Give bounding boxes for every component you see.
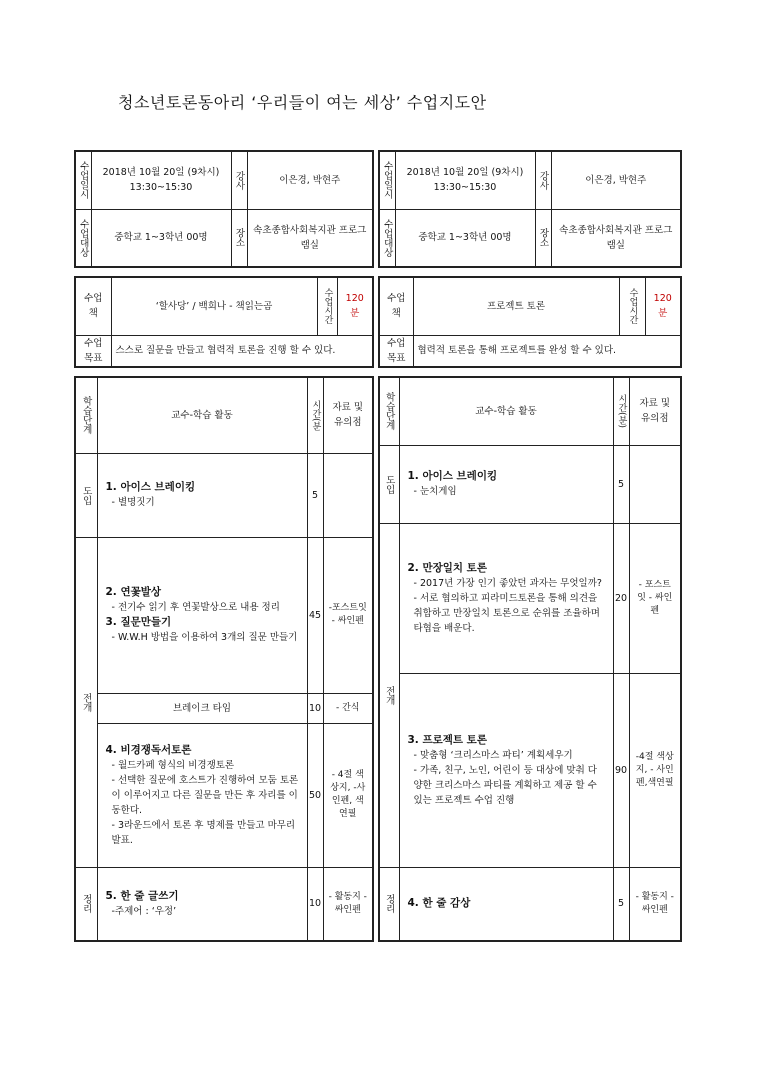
left-end-title: 5. 한 줄 글쓰기	[105, 889, 179, 902]
left-break-material: - 간식	[323, 693, 373, 723]
right-a2-activity	[399, 523, 613, 673]
right-a3-material: -4절 색상지, - 사인펜,색연필	[629, 673, 681, 867]
left-book-label: 수업책	[75, 277, 111, 335]
right-intro-title: 1. 아이스 브레이킹	[407, 470, 498, 482]
right-h-time: 시간(분)	[613, 377, 629, 445]
left-goal-label: 수업목표	[75, 335, 111, 367]
right-time-label: 수업시간	[619, 277, 645, 335]
right-date-label: 수업일시	[379, 151, 395, 209]
right-target-label: 수업대상	[379, 209, 395, 267]
left-a23-activity	[97, 537, 307, 693]
right-end-time: 5	[613, 867, 629, 941]
left-a23-time: 45	[307, 537, 323, 693]
left-end-activity	[97, 867, 307, 941]
left-a3-title: 3. 질문만들기	[105, 616, 172, 628]
left-a4-title: 4. 비경쟁독서토론	[105, 743, 192, 756]
right-end-stage: 정리	[379, 867, 399, 941]
left-a2-title: 2. 연꽃발상	[105, 586, 162, 598]
left-end-time: 10	[307, 867, 323, 941]
left-time-label: 수업시간	[317, 277, 337, 335]
left-goal: 스스로 질문을 만들고 협력적 토론을 진행 할 수 있다.	[111, 335, 373, 367]
right-place-label: 장소	[535, 209, 551, 267]
left-date-cell	[91, 151, 231, 209]
left-h-time: 시간(분	[307, 377, 323, 453]
left-a4-desc3: - 3라운드에서 토론 후 명제를 만들고 마무리 발표.	[111, 819, 296, 846]
left-a4-activity	[97, 723, 307, 867]
right-a3-time: 90	[613, 673, 629, 867]
left-class-time: 120분	[337, 277, 373, 335]
right-time: 13:30~15:30	[433, 182, 497, 194]
left-plan-table	[74, 376, 374, 942]
right-a2-desc2: - 서로 협의하고 피라미드토론을 통해 의견을 취합하고 만장일치 토론으로 순위를 조율하며 타협을 배운다.	[413, 592, 600, 634]
left-book: ‘할사당’ / 백희나 - 책읽는곰	[111, 277, 317, 335]
left-h-stage: 학습단계	[75, 377, 97, 453]
right-intro-stage: 도입	[379, 445, 399, 523]
left-intro-material	[323, 453, 373, 537]
right-intro-activity	[399, 445, 613, 523]
right-end-material: - 활동지 - 싸인펜	[629, 867, 681, 941]
left-h-material: 자료 및 유의점	[323, 377, 373, 453]
right-main-stage: 전개	[379, 523, 399, 867]
right-h-stage: 학습단계	[379, 377, 399, 445]
left-intro-activity	[97, 453, 307, 537]
right-plan-table	[378, 376, 682, 942]
right-a3-desc2: - 가족, 친구, 노인, 어린이 등 대상에 맞춰 다양한 크리스마스 파티를 계획하고 제공 할 수 있는 프로젝트 수업 진행	[413, 764, 597, 806]
right-info-table	[378, 150, 682, 268]
right-h-material: 자료 및 유의점	[629, 377, 681, 445]
right-target: 중학교 1~3학년 00명	[395, 209, 535, 267]
left-end-stage: 정리	[75, 867, 97, 941]
left-h-activity: 교수-학습 활동	[97, 377, 307, 453]
left-end-material: - 활동지 - 싸인펜	[323, 867, 373, 941]
right-teacher-label: 강사	[535, 151, 551, 209]
right-intro-time: 5	[613, 445, 629, 523]
right-intro-desc: - 눈치게임	[413, 486, 457, 497]
right-date: 2018년 10월 20일 (9차시)	[406, 167, 524, 179]
left-target-label: 수업대상	[75, 209, 91, 267]
left-book-table	[74, 276, 374, 368]
right-book-table	[378, 276, 682, 368]
left-target: 중학교 1~3학년 00명	[91, 209, 231, 267]
left-a3-desc: - W.W.H 방법을 이용하여 3개의 질문 만들기	[111, 632, 298, 643]
right-place: 속초종합사회복지관 프로그램실	[551, 209, 681, 267]
left-intro-desc: - 별명짓기	[111, 497, 155, 508]
left-break: 브레이크 타임	[97, 693, 307, 723]
right-a3-title: 3. 프로젝트 토론	[407, 733, 487, 746]
right-end-title: 4. 한 줄 감상	[407, 897, 471, 910]
left-date-label: 수업일시	[75, 151, 91, 209]
left-teacher: 이은경, 박현주	[247, 151, 373, 209]
right-book-label: 수업책	[379, 277, 413, 335]
right-class-time: 120분	[645, 277, 681, 335]
left-info-table	[74, 150, 374, 268]
right-end-activity	[399, 867, 613, 941]
left-a4-time: 50	[307, 723, 323, 867]
left-a4-desc1: - 월드카페 형식의 비경쟁토론	[111, 759, 235, 771]
right-goal-label: 수업목표	[379, 335, 413, 367]
left-time: 13:30~15:30	[129, 182, 193, 194]
right-a3-activity	[399, 673, 613, 867]
right-h-activity: 교수-학습 활동	[399, 377, 613, 445]
right-a2-material: - 포스트 잇 - 싸인펜	[629, 523, 681, 673]
left-place: 속초종합사회복지관 프로그램실	[247, 209, 373, 267]
left-break-time: 10	[307, 693, 323, 723]
left-a4-desc2: - 선택한 질문에 호스트가 진행하여 모둠 토론이 이루어지고 다른 질문을 만든 후 자리를 이동한다.	[111, 774, 299, 816]
right-a2-desc1: - 2017년 가장 인기 좋았던 과자는 무엇일까?	[413, 577, 602, 589]
left-a4-material: - 4절 색상지, -사인펜, 색 연필	[323, 723, 373, 867]
left-a2-desc: - 전기수 읽기 후 연꽃발상으로 내용 정리	[111, 602, 280, 613]
left-intro-stage: 도입	[75, 453, 97, 537]
right-a3-desc1: - 맞춤형 ‘크리스마스 파티’ 계획세우기	[413, 749, 573, 761]
right-book: 프로젝트 토론	[413, 277, 619, 335]
left-date: 2018년 10월 20일 (9차시)	[102, 167, 220, 179]
right-goal: 협력적 토론을 통해 프로젝트를 완성 할 수 있다.	[413, 335, 681, 367]
left-end-desc: -주제어 : ‘우정’	[111, 905, 177, 917]
right-date-cell	[395, 151, 535, 209]
right-teacher: 이은경, 박현주	[551, 151, 681, 209]
right-intro-material	[629, 445, 681, 523]
left-intro-title: 1. 아이스 브레이킹	[105, 481, 196, 493]
left-main-stage: 전개	[75, 537, 97, 867]
right-a2-time: 20	[613, 523, 629, 673]
left-intro-time: 5	[307, 453, 323, 537]
page-title: 청소년토론동아리 ‘우리들이 여는 세상’ 수업지도안	[118, 93, 487, 112]
left-a23-material: -포스트잇 - 싸인펜	[323, 537, 373, 693]
right-a2-title: 2. 만장일치 토론	[407, 561, 487, 574]
left-teacher-label: 강사	[231, 151, 247, 209]
left-place-label: 장소	[231, 209, 247, 267]
